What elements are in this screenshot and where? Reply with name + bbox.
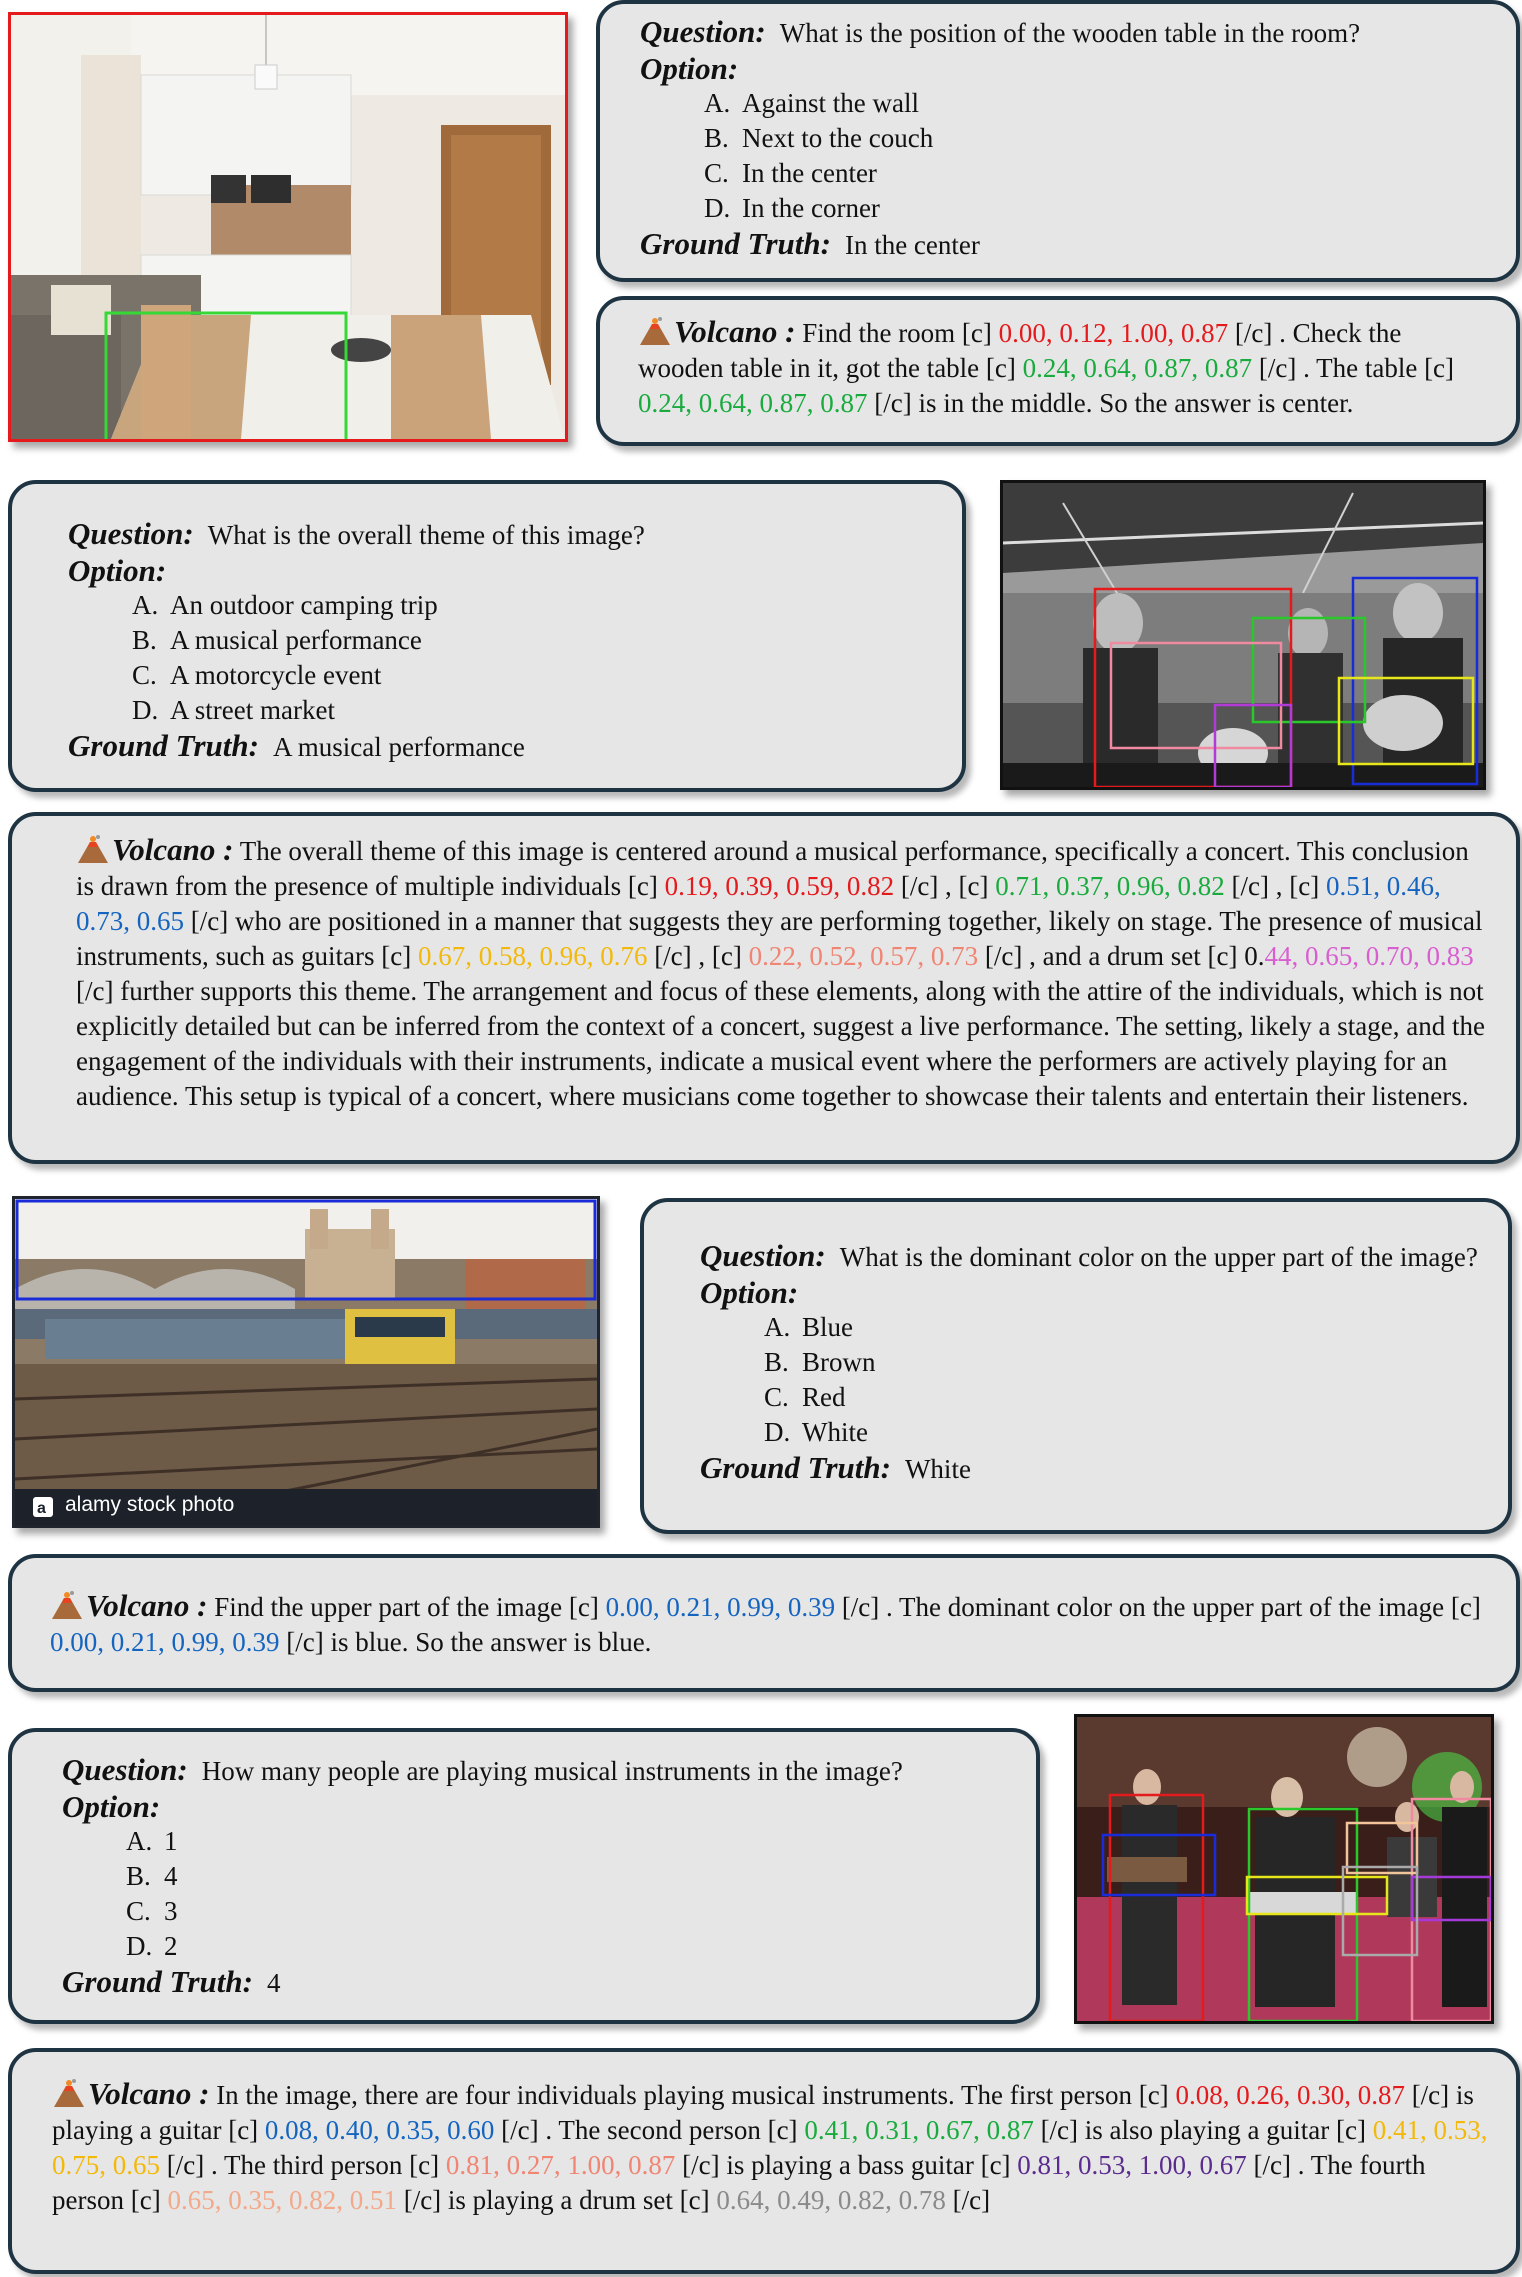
option-item [704, 156, 1516, 191]
bbox-coordinates: 44, 0.65, 0.70, 0.83 [1264, 941, 1474, 971]
ground-truth-text: In the center [844, 230, 980, 260]
option-text: A street market [170, 695, 335, 725]
question-panel-1 [596, 0, 1520, 282]
response-panel-2 [8, 812, 1520, 1164]
question-panel-2 [8, 480, 966, 792]
option-text: In the center [742, 158, 877, 188]
bbox-coordinates: 0.00, 0.12, 1.00, 0.87 [998, 318, 1229, 348]
ground-truth-label: Ground Truth: [700, 1450, 891, 1485]
question-line [68, 516, 962, 553]
option-letter: B. [126, 1861, 151, 1891]
ground-truth-label: Ground Truth: [68, 728, 259, 763]
response-segment: [/c] is playing a guitar [c] [52, 2080, 1474, 2145]
option-label: Option: [700, 1275, 799, 1310]
option-letter: D. [132, 695, 159, 725]
question-text: What is the position of the wooden table in the room? [779, 18, 1361, 48]
question-label: Question: [68, 516, 194, 551]
question-text: How many people are playing musical instruments in the image? [201, 1756, 903, 1786]
response-segment: [/c] . The second person [c] [494, 2115, 805, 2145]
option-item [704, 191, 1516, 226]
response-panel-1 [596, 296, 1520, 446]
bbox-coordinates: 0.51, 0.46, 0.73, 0.65 [76, 871, 1441, 936]
response-panel-4 [8, 2048, 1520, 2274]
bbox-coordinates: 0.08, 0.40, 0.35, 0.60 [264, 2115, 495, 2145]
option-text: 3 [164, 1896, 178, 1926]
option-letter: D. [764, 1417, 791, 1447]
model-label: Volcano : [674, 314, 796, 349]
volcano-icon [50, 1590, 84, 1620]
response-segment: [/c] is playing a bass guitar [c] [675, 2150, 1018, 2180]
response-segment: [/c] , and a drum set [c] 0. [978, 941, 1265, 971]
pub-band-photo [1074, 1714, 1494, 2024]
bbox-coordinates: 0.71, 0.37, 0.96, 0.82 [995, 871, 1225, 901]
bbox-coordinates: 0.67, 0.58, 0.96, 0.76 [417, 941, 648, 971]
question-label: Question: [700, 1238, 826, 1273]
option-letter: A. [132, 590, 159, 620]
response-segment: [/c] is also playing a guitar [c] [1033, 2115, 1373, 2145]
option-letter: C. [704, 158, 729, 188]
response-segment: Find the upper part of the image [c] [207, 1592, 606, 1622]
train-yard-photo [12, 1196, 600, 1528]
option-text: 1 [164, 1826, 178, 1856]
option-letter: C. [764, 1382, 789, 1412]
response-segment: [/c] is playing a drum set [c] [396, 2185, 717, 2215]
bbox-coordinates: 0.81, 0.53, 1.00, 0.67 [1017, 2150, 1247, 2180]
ground-truth-label: Ground Truth: [62, 1964, 253, 1999]
option-letter: B. [704, 123, 729, 153]
ground-truth-line [640, 226, 1516, 263]
option-list [62, 1824, 1036, 1964]
bbox-coordinates: 0.64, 0.49, 0.82, 0.78 [716, 2185, 946, 2215]
option-item [132, 693, 962, 728]
question-text: What is the overall theme of this image? [207, 520, 645, 550]
question-line [62, 1752, 1036, 1789]
bbox-coordinates: 0.08, 0.26, 0.30, 0.87 [1175, 2080, 1405, 2110]
bbox-coordinates: 0.24, 0.64, 0.87, 0.87 [1022, 353, 1253, 383]
bbox-coordinates: 0.41, 0.53, 0.75, 0.65 [52, 2115, 1488, 2180]
ground-truth-line [68, 728, 962, 765]
option-text: 4 [164, 1861, 178, 1891]
option-letter: C. [126, 1896, 151, 1926]
bbox-coordinates: 0.00, 0.21, 0.99, 0.39 [50, 1627, 280, 1657]
response-segment: [/c] . The dominant color on the upper part of the image [c] [835, 1592, 1481, 1622]
response-segment: [/c] is in the middle. So the answer is center. [867, 388, 1354, 418]
response-segment: [/c] , [c] [647, 941, 749, 971]
question-label: Question: [640, 14, 766, 49]
ground-truth-line [700, 1450, 1488, 1487]
option-item [132, 623, 962, 658]
option-text: Red [802, 1382, 846, 1412]
option-text: An outdoor camping trip [170, 590, 438, 620]
response-text [50, 1592, 1481, 1657]
option-item [764, 1380, 1488, 1415]
bbox-coordinates: 0.19, 0.39, 0.59, 0.82 [664, 871, 895, 901]
option-letter: B. [764, 1347, 789, 1377]
option-item [764, 1310, 1488, 1345]
option-letter: D. [126, 1931, 153, 1961]
option-label: Option: [640, 51, 739, 86]
option-letter: D. [704, 193, 731, 223]
option-item [126, 1894, 1036, 1929]
response-segment: In the image, there are four individuals playing musical instruments. The first person [c] [209, 2080, 1176, 2110]
question-panel-3 [640, 1198, 1512, 1534]
question-line [700, 1238, 1488, 1275]
option-item [764, 1345, 1488, 1380]
ground-truth-text: A musical performance [272, 732, 525, 762]
bbox-coordinates: 0.81, 0.27, 1.00, 0.87 [445, 2150, 676, 2180]
response-text [76, 836, 1485, 1111]
response-panel-3 [8, 1554, 1520, 1692]
volcano-icon [638, 316, 672, 346]
option-letter: A. [764, 1312, 791, 1342]
option-item [704, 86, 1516, 121]
response-segment: [/c] . The third person [c] [160, 2150, 446, 2180]
option-item [126, 1929, 1036, 1964]
volcano-icon [52, 2078, 86, 2108]
question-text: What is the dominant color on the upper part of the image? [839, 1242, 1478, 1272]
bbox-coordinates: 0.00, 0.21, 0.99, 0.39 [605, 1592, 836, 1622]
option-letter: A. [126, 1826, 153, 1856]
model-label: Volcano : [112, 832, 234, 867]
option-text: 2 [164, 1931, 178, 1961]
option-text: Against the wall [742, 88, 919, 118]
option-text: Brown [802, 1347, 876, 1377]
response-segment: [/c] . The table [c] [1252, 353, 1455, 383]
response-segment: [/c] [945, 2185, 991, 2215]
option-text: White [802, 1417, 868, 1447]
bbox-coordinates: 0.22, 0.52, 0.57, 0.73 [748, 941, 979, 971]
response-segment: [/c] who are positioned in a manner that suggests they are performing together, likely on stage. The presence of musical instruments, such as guitars [c] [76, 906, 1483, 971]
option-list [68, 588, 962, 728]
photo-watermark: alamy stock photo [65, 1493, 235, 1516]
option-item [132, 658, 962, 693]
option-text: In the corner [742, 193, 880, 223]
bbox-coordinates: 0.24, 0.64, 0.87, 0.87 [638, 388, 868, 418]
option-item [132, 588, 962, 623]
question-line [640, 14, 1516, 51]
option-item [126, 1824, 1036, 1859]
response-segment: [/c] . The fourth person [c] [52, 2150, 1426, 2215]
option-letter: B. [132, 625, 157, 655]
model-label: Volcano : [86, 1588, 208, 1623]
response-segment: [/c] , [c] [894, 871, 996, 901]
option-label: Option: [62, 1789, 161, 1824]
option-text: Next to the couch [742, 123, 934, 153]
response-segment: Find the room [c] [795, 318, 999, 348]
question-panel-4 [8, 1728, 1040, 2024]
ground-truth-text: White [904, 1454, 971, 1484]
volcano-icon [76, 834, 110, 864]
ground-truth-text: 4 [266, 1968, 281, 1998]
response-segment: The overall theme of this image is centered around a musical performance, specifically a concert. This conclusion is drawn from the presence of multiple individuals [c] [76, 836, 1469, 901]
bbox-coordinates: 0.41, 0.31, 0.67, 0.87 [804, 2115, 1034, 2145]
ground-truth-line [62, 1964, 1036, 2001]
kitchen-photo [8, 12, 568, 442]
option-text: Blue [802, 1312, 853, 1342]
response-segment: [/c] . Check the wooden table in it, got the table [c] [638, 318, 1402, 383]
concert-photo [1000, 480, 1486, 790]
response-text [52, 2080, 1487, 2215]
svg-text:a: a [37, 1500, 46, 1517]
option-item [126, 1859, 1036, 1894]
option-item [764, 1415, 1488, 1450]
option-list [640, 86, 1516, 226]
option-list [700, 1310, 1488, 1450]
question-label: Question: [62, 1752, 188, 1787]
option-letter: C. [132, 660, 157, 690]
option-letter: A. [704, 88, 731, 118]
response-segment: [/c] is blue. So the answer is blue. [279, 1627, 652, 1657]
ground-truth-label: Ground Truth: [640, 226, 831, 261]
option-item [704, 121, 1516, 156]
option-text: A motorcycle event [170, 660, 382, 690]
model-label: Volcano : [88, 2076, 210, 2111]
option-label: Option: [68, 553, 167, 588]
response-segment: [/c] , [c] [1224, 871, 1326, 901]
option-text: A musical performance [170, 625, 422, 655]
response-segment: [/c] further supports this theme. The arrangement and focus of these elements, along with the attire of the individuals, which is not explicitly detailed but can be inferred from the context of a concert, suggest a live performance. The setting, likely a stage, and the engagement of the individuals with their instruments, indicate a musical event where the performers are actively playing for an audience. This setup is typical of a concert, where musicians come together to showcase their talents and entertain their listeners. [76, 976, 1485, 1111]
bbox-coordinates: 0.65, 0.35, 0.82, 0.51 [167, 2185, 397, 2215]
